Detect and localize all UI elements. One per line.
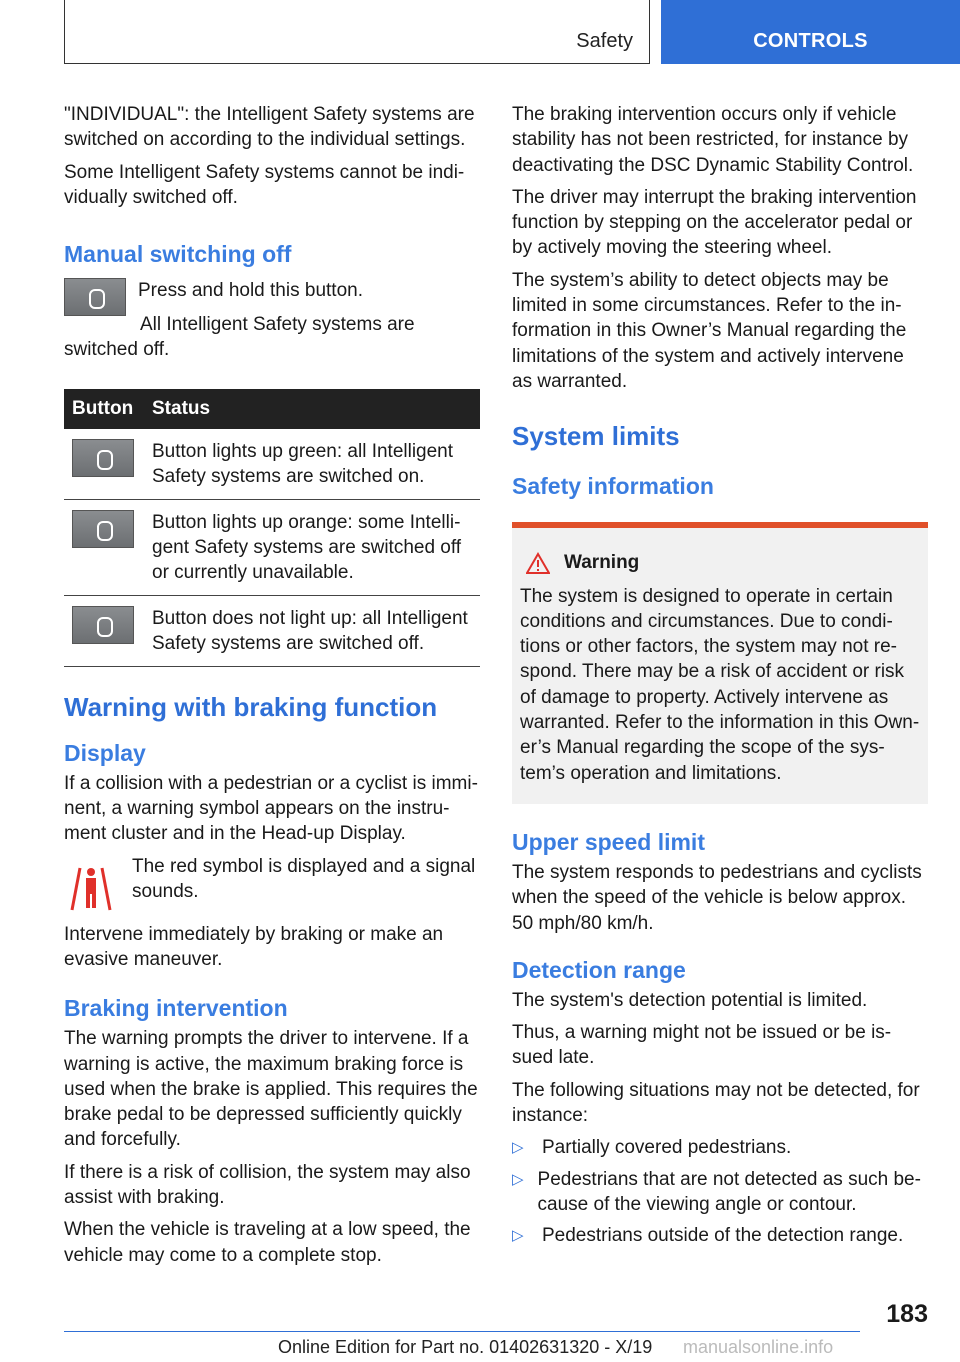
table-row (64, 499, 480, 595)
page-number: 183 (886, 1300, 928, 1328)
warning-box (512, 522, 928, 804)
paragraph: The system’s ability to detect objects may be limited in some circumstances. Refer to the in-formation in this Owner’s Manual regarding the limitations of the system and actively intervene as warranted. (512, 269, 907, 392)
header-box (64, 0, 650, 64)
paragraph: The system's detection potential is limited. (512, 989, 868, 1011)
paragraph: The system responds to pedestrians and cyclists when the speed of the vehicle is below approx. 50 mph/80 km/h. (512, 861, 922, 934)
paragraph: Some Intelligent Safety systems cannot be indi-vidually switched off. (64, 161, 465, 208)
footer-edition: Online Edition for Part no. 01402631320 - X/19 (278, 1337, 653, 1357)
status-table (64, 389, 480, 667)
upper-speed-heading: Upper speed limit (512, 828, 705, 855)
left-column (64, 102, 482, 1275)
bullet-icon: ▷ (512, 1227, 524, 1245)
footer-brand[interactable]: manualsonline.info (683, 1337, 834, 1357)
table-cell: Button lights up orange: some Intelli-gent Safety systems are switched off or currently unavailable. (144, 499, 480, 595)
right-column (512, 102, 928, 1255)
display-heading: Display (64, 739, 146, 766)
paragraph: The red symbol is displayed and a signal sounds. (132, 855, 476, 902)
bullet-icon: ▷ (512, 1139, 524, 1157)
warning-text: The system is designed to operate in certain conditions and circumstances. Due to condi-tions or other factors, the system may not re-spond. There may be a risk of accident or risk of damage to property. Actively intervene as warranted. Refer to the information in this Own-er’s Manual regarding the scope of the sys-tem’s operation and limitations. (520, 585, 920, 784)
warning-label: Warning (564, 552, 640, 574)
safety-button-orange-icon (72, 510, 134, 548)
safety-button-off-icon (72, 606, 134, 644)
paragraph: All Intelligent Safety systems are switched off. (64, 314, 415, 361)
section-title: Safety (576, 30, 633, 52)
braking-intervention-heading: Braking intervention (64, 995, 288, 1022)
warning-triangle-icon (526, 552, 550, 574)
warning-braking-heading: Warning with braking function (64, 691, 438, 722)
warning-title (520, 550, 920, 575)
table-cell: Button does not light up: all Intelligent Safety systems are switched off. (144, 595, 480, 666)
table-row (64, 429, 480, 500)
chapter-tab[interactable]: CONTROLS (661, 0, 960, 64)
pedestrian-warning-row (64, 854, 482, 914)
list-item: ▷ Pedestrians outside of the detection range. (512, 1223, 928, 1248)
paragraph: Intervene immediately by braking or make an evasive maneuver. (64, 923, 444, 970)
table-header-button: Button (64, 389, 144, 429)
safety-information-heading: Safety information (512, 473, 714, 500)
manual-switching-heading: Manual switching off (64, 241, 292, 268)
paragraph: When the vehicle is traveling at a low speed, the vehicle may come to a complete stop. (64, 1219, 471, 1266)
table-row (64, 595, 480, 666)
paragraph: If there is a risk of collision, the system may also assist with braking. (64, 1161, 471, 1209)
list-item: ▷ Partially covered pedestrians. (512, 1135, 928, 1160)
list-item: ▷ Pedestrians that are not detected as such be-cause of the viewing angle or contour. (512, 1167, 928, 1218)
paragraph: If a collision with a pedestrian or a cyclist is immi-nent, a warning symbol appears on the instru-ment cluster and in the Head-up Display. (64, 772, 478, 845)
paragraph: The warning prompts the driver to intervene. If a warning is active, the maximum braking force is used when the brake is applied. This requires the brake pedal to be depressed sufficiently quickly and forcefully. (64, 1028, 478, 1151)
safety-button-icon (64, 278, 126, 316)
system-limits-heading: System limits (512, 421, 680, 452)
paragraph: "INDIVIDUAL": the Intelligent Safety systems are switched on according to the individual settings. (64, 104, 475, 151)
detection-list (512, 1135, 928, 1248)
detection-range-heading: Detection range (512, 956, 686, 983)
table-cell: Button lights up green: all Intelligent Safety systems are switched on. (144, 429, 480, 500)
footer-divider (64, 1331, 860, 1332)
manual-switch-row (64, 278, 482, 316)
paragraph: Thus, a warning might not be issued or be is-sued late. (512, 1022, 892, 1069)
paragraph: Press and hold this button. (138, 280, 363, 302)
paragraph: The following situations may not be detected, for instance: (512, 1079, 920, 1127)
table-header-status: Status (144, 389, 480, 429)
table-header-row (64, 389, 480, 429)
pedestrian-warning-icon (64, 854, 118, 914)
bullet-icon: ▷ (512, 1170, 524, 1188)
safety-button-green-icon (72, 439, 134, 477)
paragraph: The driver may interrupt the braking intervention function by stepping on the accelerator pedal or by actively moving the steering wheel. (512, 186, 917, 259)
paragraph: The braking intervention occurs only if vehicle stability has not been restricted, for instance by deactivating the DSC Dynamic Stability Control. (512, 104, 914, 176)
